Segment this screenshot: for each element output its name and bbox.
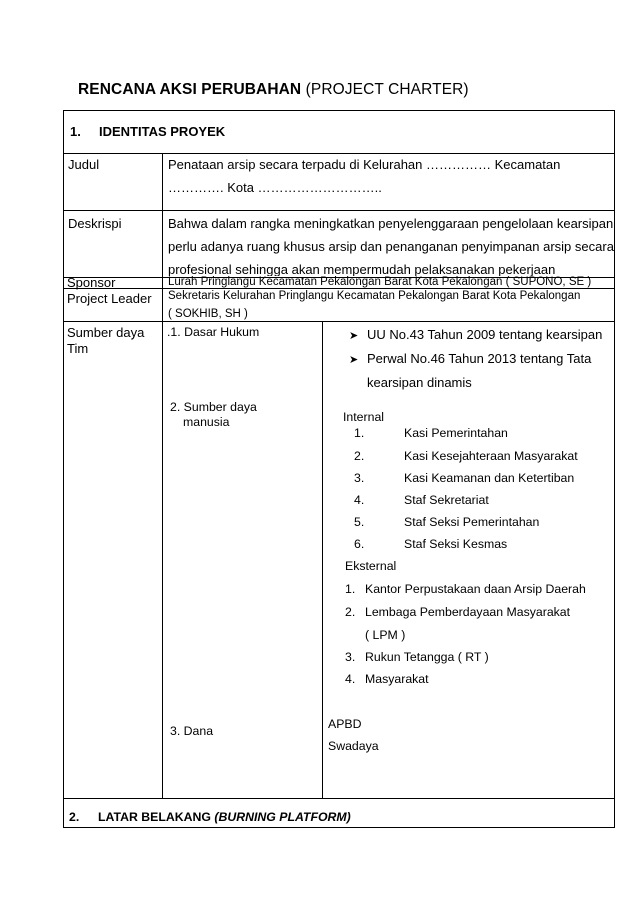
eksternal-item-4: Masyarakat [365,672,429,686]
project-leader-line-1: Sekretaris Kelurahan Pringlangu Kecamatan Pekalongan Barat Kota Pekalongan [168,290,581,302]
column-divider [162,153,163,798]
project-leader-line-2: ( SOKHIB, SH ) [168,308,248,320]
section1-heading: IDENTITAS PROYEK [99,124,226,139]
page-title [78,81,469,99]
internal-num-3: 3. [354,471,365,485]
arrow-bullet-icon: ➤ [349,330,359,342]
judul-line-2: …………. Kota ……………………….. [168,180,382,195]
row-divider [63,798,615,799]
internal-item-5: Staf Seksi Pemerintahan [404,515,540,529]
table-border-top [63,110,615,111]
judul-label: Judul [68,157,100,172]
hukum-item-2: ➤ Perwal No.46 Tahun 2013 tentang Tata [349,351,592,366]
title-paren: (PROJECT CHARTER) [305,81,469,98]
internal-item-2: Kasi Kesejahteraan Masyarakat [404,449,578,463]
sumber-daya-label: Sumber daya [67,325,145,340]
sdm-heading-1: 2. Sumber daya [170,400,257,414]
hukum-item-1: ➤ UU No.43 Tahun 2009 tentang kearsipan [349,327,603,342]
internal-num-4: 4. [354,493,365,507]
section1-number: 1. [70,124,81,139]
internal-num-5: 5. [354,515,365,529]
internal-item-6: Staf Seksi Kesmas [404,537,508,551]
eksternal-item-1: Kantor Perpustakaan daan Arsip Daerah [365,582,586,596]
deskripsi-label: Deskrispi [68,216,122,231]
internal-item-3: Kasi Keamanan dan Ketertiban [404,471,575,485]
sponsor-value: Lurah Pringlangu Kecamatan Pekalongan Barat Kota Pekalongan ( SUPONO, SE ) [168,276,592,288]
row-divider [63,210,615,211]
dana-heading: 3. Dana [170,724,214,738]
internal-item-1: Kasi Pemerintahan [404,426,508,440]
table-border-right [614,110,615,828]
sdm-heading-2: manusia [183,415,230,429]
eksternal-item-2: Lembaga Pemberdayaan Masyarakat [365,605,571,619]
project-leader-label: Project Leader [67,291,152,306]
deskripsi-line-1: Bahwa dalam rangka meningkatkan penyelenggaraan pengelolaan kearsipan [168,216,614,231]
eksternal-item-3: Rukun Tetangga ( RT ) [365,650,489,664]
internal-item-4: Staf Sekretariat [404,493,489,507]
eksternal-num-2: 2. [345,605,356,619]
arrow-bullet-icon: ➤ [349,354,359,366]
section2-heading [98,810,351,824]
eksternal-num-3: 3. [345,650,356,664]
internal-num-1: 1. [354,426,365,440]
table-border-left [63,110,64,828]
internal-num-2: 2. [354,449,365,463]
deskripsi-line-2: perlu adanya ruang khusus arsip dan penanganan penyimpanan arsip secara [168,239,614,254]
row-divider [63,288,615,289]
judul-line-1: Penataan arsip secara terpadu di Kelurahan …………… Kecamatan [168,157,561,172]
section2-heading-italic: (BURNING PLATFORM) [214,810,351,824]
table-border-bottom [63,827,615,828]
internal-num-6: 6. [354,537,365,551]
title-main: RENCANA AKSI PERUBAHAN [78,81,302,98]
dana-item-swadaya: Swadaya [328,739,379,753]
column-divider [322,321,323,798]
deskripsi-line-3: profesional sehingga akan mempermudah pelaksanakan pekerjaan [168,262,556,276]
section2-heading-text: LATAR BELAKANG [98,810,211,824]
sumber-daya-label-tim: Tim [67,341,89,356]
section2-number: 2. [69,810,80,824]
eksternal-heading: Eksternal [345,559,397,573]
dasar-hukum-heading: .1. Dasar Hukum [167,325,260,339]
sponsor-label: Sponsor [67,275,116,290]
internal-heading: Internal [343,410,385,424]
eksternal-num-4: 4. [345,672,356,686]
dana-item-apbd: APBD [328,717,362,731]
hukum-item-2-cont: kearsipan dinamis [367,375,472,390]
row-divider [63,321,615,322]
row-divider [63,153,615,154]
eksternal-num-1: 1. [345,582,356,596]
eksternal-item-2-cont: ( LPM ) [365,628,406,642]
